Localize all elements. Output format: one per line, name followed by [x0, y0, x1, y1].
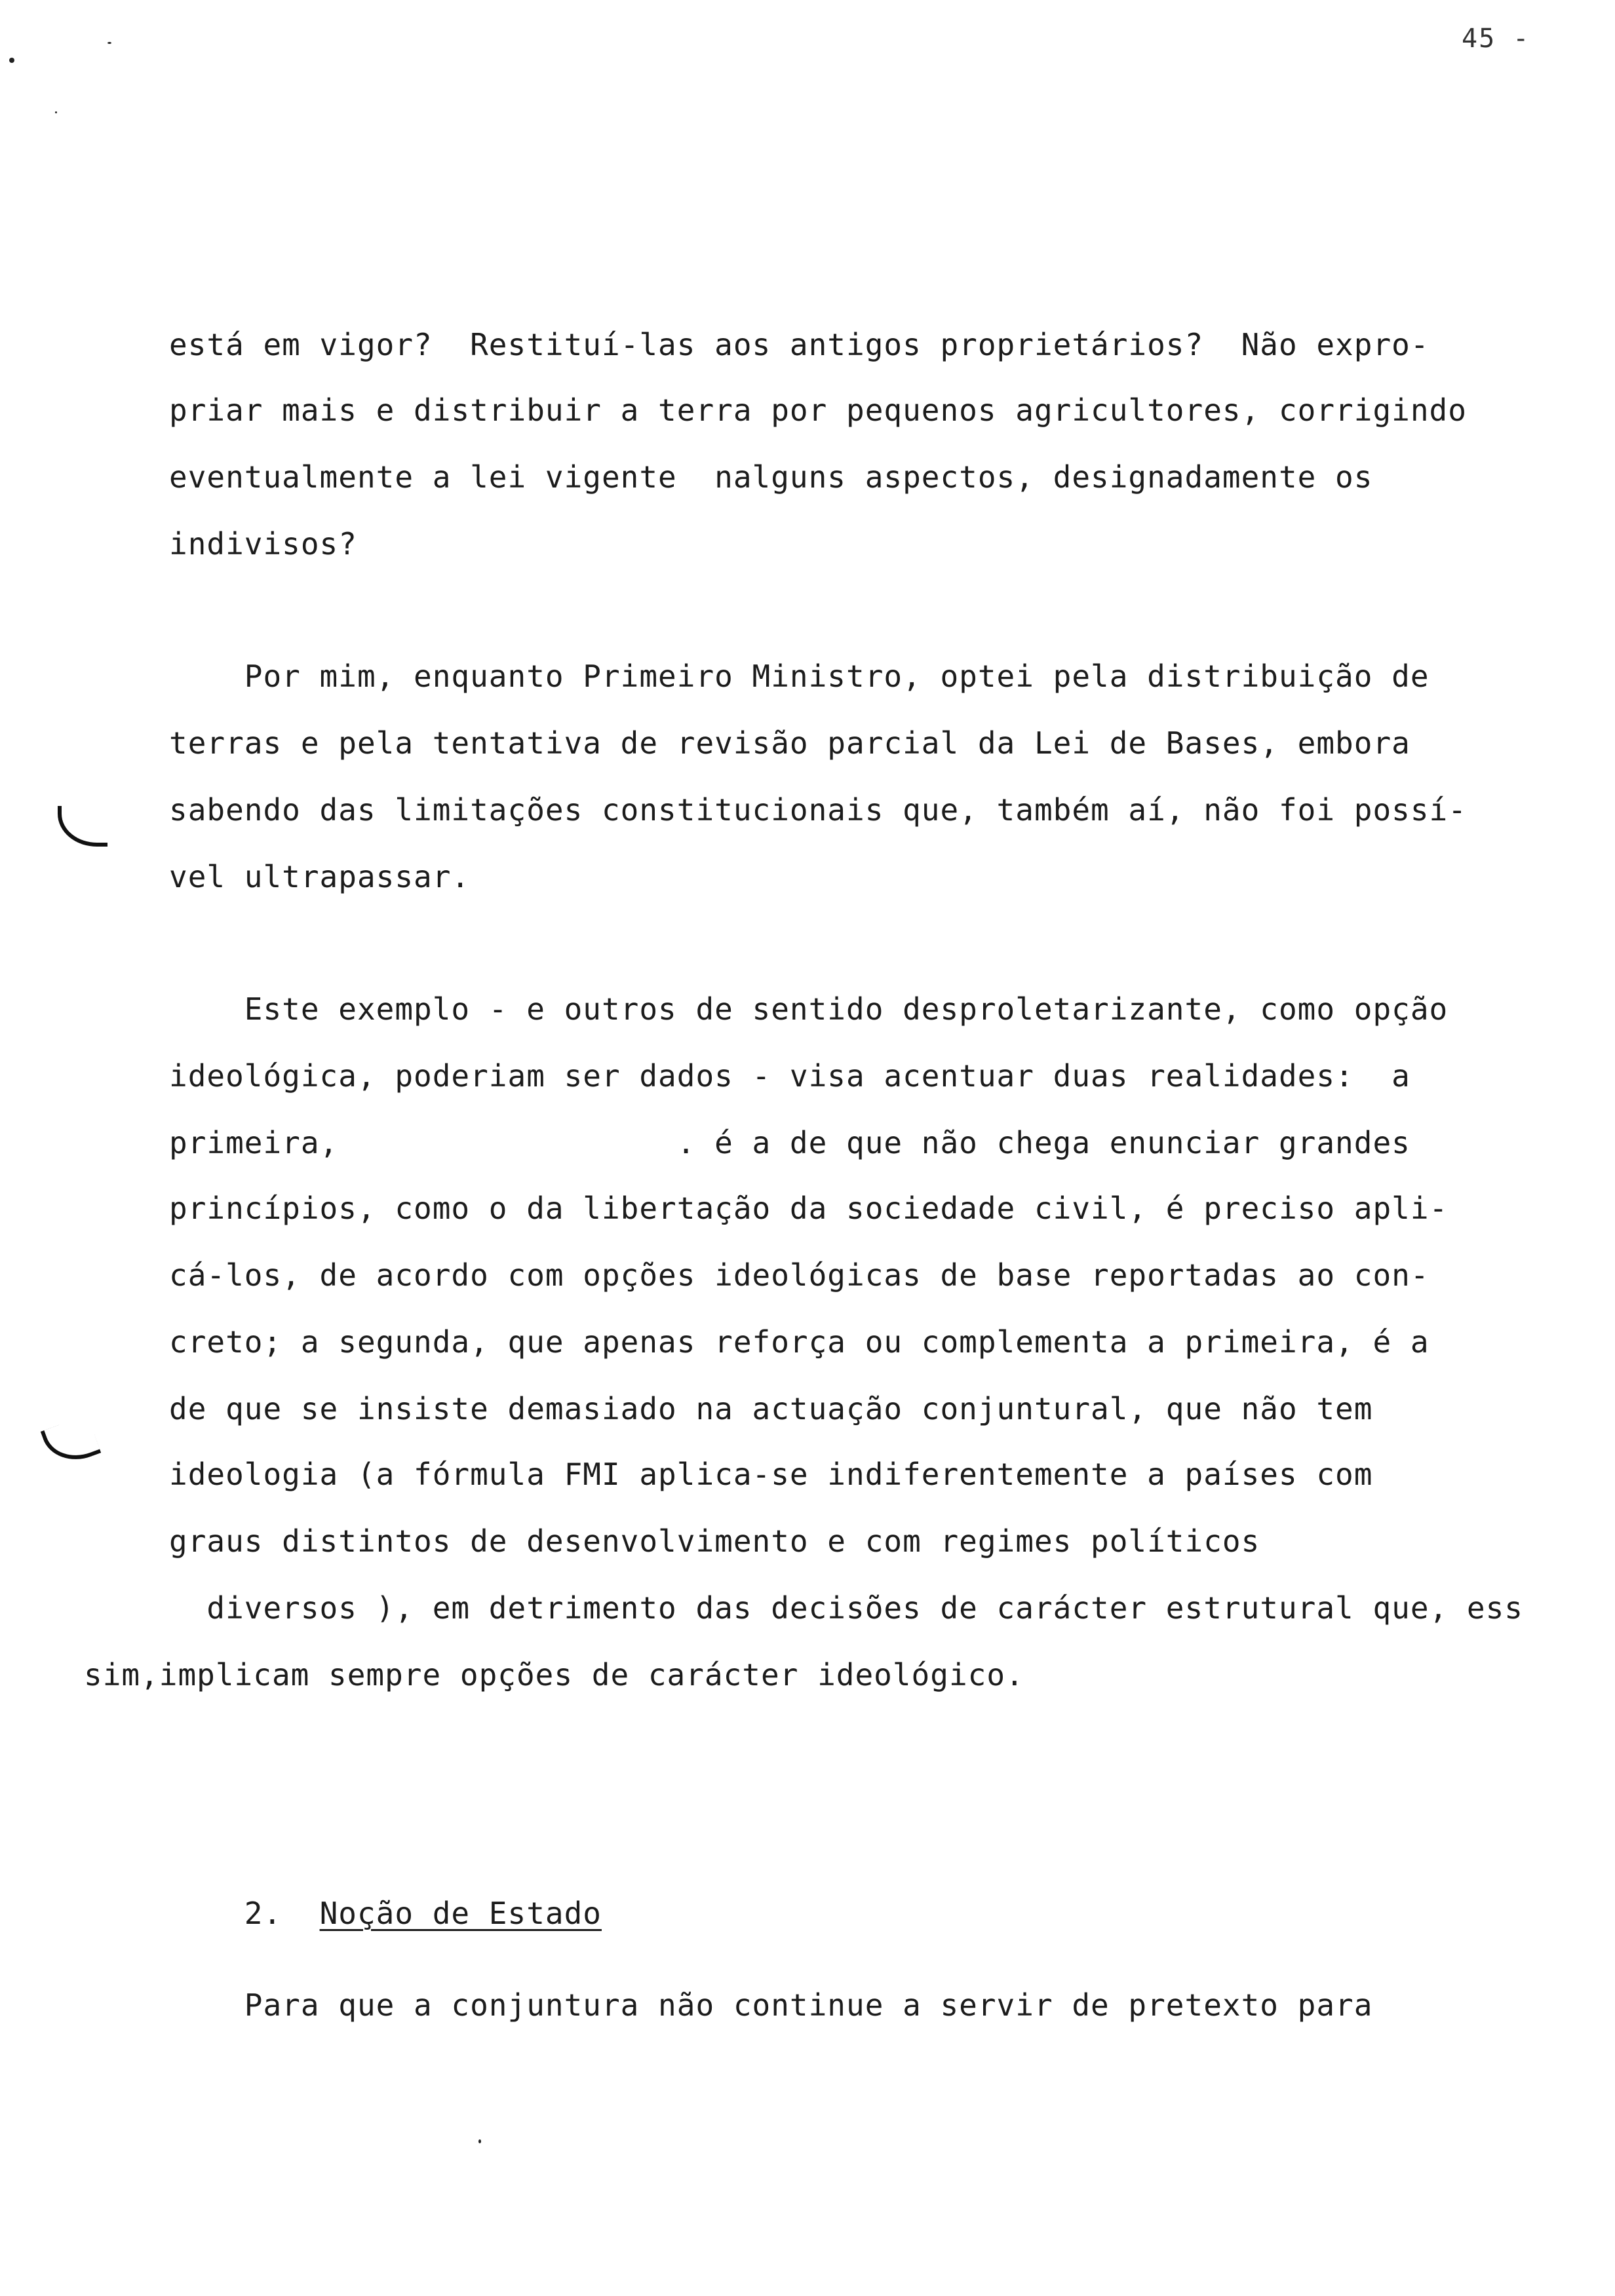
scan-speck — [478, 2139, 481, 2143]
scan-speck — [107, 42, 111, 44]
text-line: graus distintos de desenvolvimento e com regimes políticos — [169, 1523, 1260, 1559]
margin-check-mark — [58, 806, 107, 847]
text-line: está em vigor? Restituí-las aos antigos proprietários? Não expro- — [169, 327, 1430, 362]
text-line: de que se insiste demasiado na actuação conjuntural, que não tem — [169, 1391, 1373, 1426]
text-line: cá-los, de acordo com opções ideológicas de base reportadas ao con- — [169, 1257, 1430, 1293]
text-line: sabendo das limitações constitucionais que, também aí, não foi possí- — [169, 792, 1467, 828]
text-line: ideológica, poderiam ser dados - visa acentuar duas realidades: a — [169, 1058, 1411, 1094]
text-line: indivisos? — [169, 526, 357, 562]
section-title: Noção de Estado — [319, 1896, 602, 1931]
text-line: terras e pela tentativa de revisão parcial da Lei de Bases, embora — [169, 725, 1411, 761]
text-line: Este exemplo - e outros de sentido desproletarizante, como opção — [169, 991, 1449, 1027]
scan-speck — [9, 58, 14, 63]
scan-speck — [55, 111, 57, 113]
text-line: ideologia (a fórmula FMI aplica-se indiferentemente a países com — [169, 1457, 1373, 1492]
page-number: 45 - — [1462, 24, 1530, 54]
text-line: Por mim, enquanto Primeiro Ministro, optei pela distribuição de — [169, 659, 1430, 694]
margin-check-mark — [41, 1415, 102, 1470]
text-line: Para que a conjuntura não continue a servir de pretexto para — [169, 1987, 1373, 2023]
text-line: princípios, como o da libertação da sociedade civil, é preciso apli- — [169, 1191, 1449, 1226]
text-line: vel ultrapassar. — [169, 859, 471, 894]
text-line: primeira, . é a de que não chega enunciar grandes — [169, 1125, 1411, 1160]
text-line: diversos ), em detrimento das decisões de carácter estrutural que, ess — [169, 1590, 1523, 1626]
text-line: eventualmente a lei vigente nalguns aspectos, designadamente os — [169, 459, 1373, 495]
section-heading — [169, 1854, 602, 1972]
text-line: priar mais e distribuir a terra por pequenos agricultores, corrigindo — [169, 392, 1467, 428]
text-line: creto; a segunda, que apenas reforça ou complementa a primeira, é a — [169, 1324, 1430, 1360]
text-line: sim,implicam sempre opções de carácter ideológico. — [84, 1657, 1024, 1693]
section-number: 2. — [244, 1896, 282, 1931]
